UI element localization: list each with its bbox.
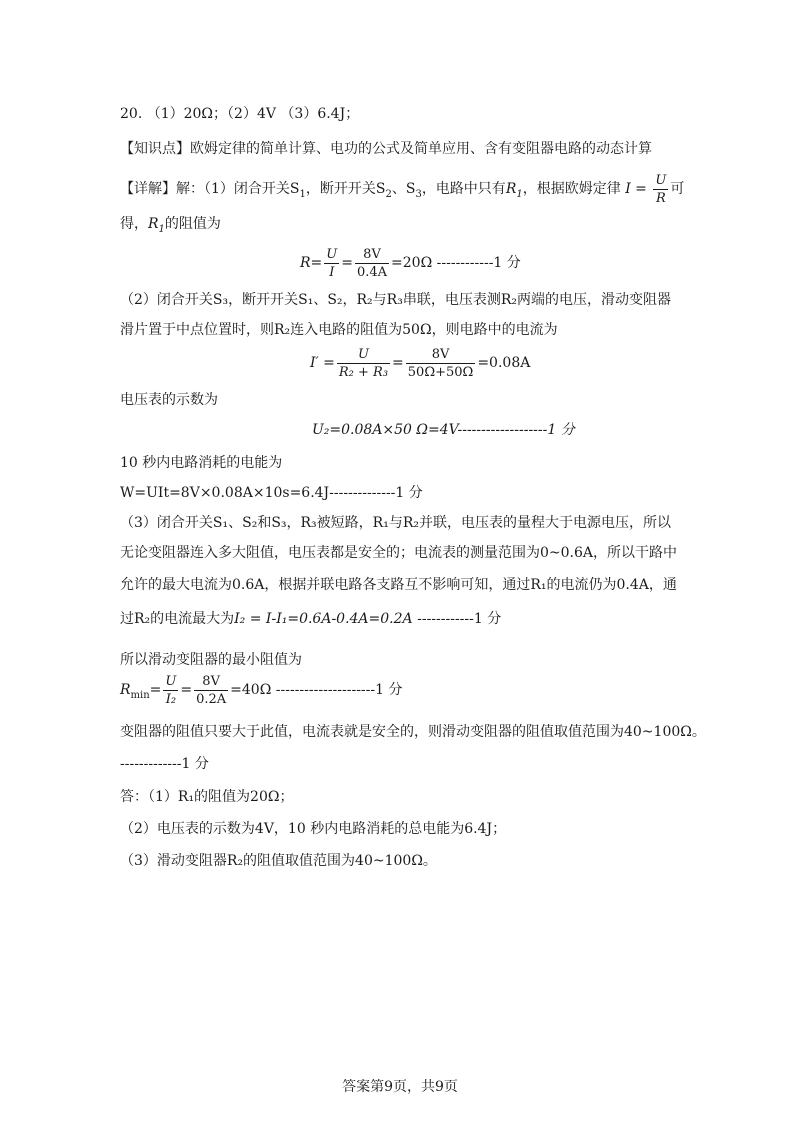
eq5-lhs: R bbox=[120, 682, 131, 698]
eq5-eq: = bbox=[180, 682, 193, 698]
detail-line-2 bbox=[120, 214, 221, 240]
eq1-frac2: $\frac{8V}{0.4A}$ bbox=[356, 246, 388, 280]
part3-line-4 bbox=[120, 609, 501, 629]
eq5-frac1: $\frac{U}{\text{I₂}}$ bbox=[165, 673, 177, 707]
voltmeter-label: 电压表的示数为 bbox=[120, 392, 218, 408]
energy-label: 10 秒内电路消耗的电能为 bbox=[120, 455, 283, 471]
equation-2 bbox=[310, 346, 530, 380]
eq1-result: =20Ω bbox=[391, 255, 433, 271]
detail-line-1: 【详解】解：（1）闭合开关$S_1$，断开开关$S_2$、$S_3$，电路中只有$R_1$，根据欧姆定律 I = $\frac{U}{R}$ 可 bbox=[120, 172, 685, 206]
i2-equation: I₂ = I-I₁=0.6A-0.4A=0.2A bbox=[234, 611, 413, 627]
eq5-lhs-eq: = bbox=[149, 682, 162, 698]
detail-text: ，电路中只有 bbox=[421, 181, 506, 197]
answer-header: 20. （1）20Ω；（2）4V （3）6.4J； bbox=[120, 106, 360, 122]
part3-text: 过R₂的电流最大为 bbox=[120, 611, 235, 627]
knowledge-text: 欧姆定律的简单计算、电功的公式及简单应用、含有变阻器电路的动态计算 bbox=[190, 141, 652, 157]
equation-5 bbox=[120, 673, 402, 713]
r1-symbol: $R_1$ bbox=[505, 181, 523, 200]
detail-text: ，断开开关S bbox=[305, 181, 386, 197]
knowledge-tag: 【知识点】 bbox=[120, 141, 190, 157]
knowledge-point bbox=[120, 139, 652, 159]
page-footer: 答案第9页，共9页 bbox=[342, 1079, 458, 1095]
eq2-eq: = bbox=[392, 355, 404, 371]
eq1-lhs: R= bbox=[300, 255, 323, 271]
range-score: -------------1 分 bbox=[120, 756, 209, 772]
detail-text: 得， bbox=[120, 216, 148, 232]
eq1-eq: = bbox=[341, 255, 353, 271]
equation-3: U₂=0.08A×50 Ω=4V-------------------1 分 bbox=[312, 422, 575, 438]
part3-line-3: 允许的最大电流为0.6A，根据并联电路各支路互不影响可知，通过R₁的电流仍为0.4A，通 bbox=[120, 577, 677, 593]
ohm-law-fraction: $\frac{U}{R}$ bbox=[655, 172, 667, 206]
equation-1 bbox=[300, 246, 521, 280]
ohm-law-lhs: I bbox=[625, 181, 631, 197]
eq5-score: ---------------------1 分 bbox=[275, 682, 403, 698]
equation-4: W=UIt=8V×0.08A×10s=6.4J--------------1 分 bbox=[120, 485, 423, 501]
eq2-result: =0.08A bbox=[477, 355, 531, 371]
detail-tag: 【详解】 bbox=[120, 181, 176, 197]
detail-text: 、S bbox=[391, 181, 416, 197]
answer-2: （2）电压表的示数为4V，10 秒内电路消耗的总电能为6.4J； bbox=[120, 821, 507, 837]
part2-line-2: 滑片置于中点位置时，则R₂连入电路的阻值为50Ω，则电路中的电流为 bbox=[120, 322, 558, 338]
detail-text: 的阻值为 bbox=[164, 216, 221, 232]
detail-text: 解：（1）闭合开关S bbox=[176, 181, 300, 197]
eq5-lhs-sub: min bbox=[130, 689, 150, 701]
min-resistance-label: 所以滑动变阻器的最小阻值为 bbox=[120, 652, 302, 668]
eq1-score: ------------1 分 bbox=[436, 255, 521, 271]
answer-3: （3）滑动变阻器R₂的阻值取值范围为40~100Ω。 bbox=[120, 853, 437, 869]
part3-line-1: （3）闭合开关S₁、S₂和S₃，R₃被短路，R₁与R₂并联，电压表的量程大于电源电压，所以 bbox=[120, 515, 671, 531]
answer-1: 答：（1）R₁的阻值为20Ω； bbox=[120, 789, 294, 805]
eq1-frac1: $\frac{U}{I}$ bbox=[326, 246, 338, 280]
eq5-result: =40Ω bbox=[230, 682, 272, 698]
range-text: 变阻器的阻值只要大于此值，电流表就是安全的，则滑动变阻器的阻值取值范围为40~100Ω。 bbox=[120, 724, 706, 740]
part2-line-1: （2）闭合开关S₃，断开开关S₁、S₂，R₂与R₃串联，电压表测R₂两端的电压，滑动变阻器 bbox=[120, 292, 671, 308]
eq2-lhs: I′ = bbox=[310, 355, 335, 371]
detail-text: ，根据欧姆定律 bbox=[522, 181, 621, 197]
part3-line-2: 无论变阻器连入多大阻值，电压表都是安全的；电流表的测量范围为0~0.6A，所以干路中 bbox=[120, 545, 678, 561]
detail-text: 可 bbox=[670, 181, 685, 197]
part3-score: ------------1 分 bbox=[417, 611, 502, 627]
eq5-frac2: $\frac{8V}{0.2A}$ bbox=[196, 673, 227, 707]
eq2-frac2: $\frac{8V}{50\Omega+50\Omega}$ bbox=[407, 346, 474, 380]
eq2-frac1: $\frac{U}{\text{R₂ + R₃}}$ bbox=[338, 346, 389, 380]
r1-symbol: $R_1$ bbox=[148, 216, 165, 235]
